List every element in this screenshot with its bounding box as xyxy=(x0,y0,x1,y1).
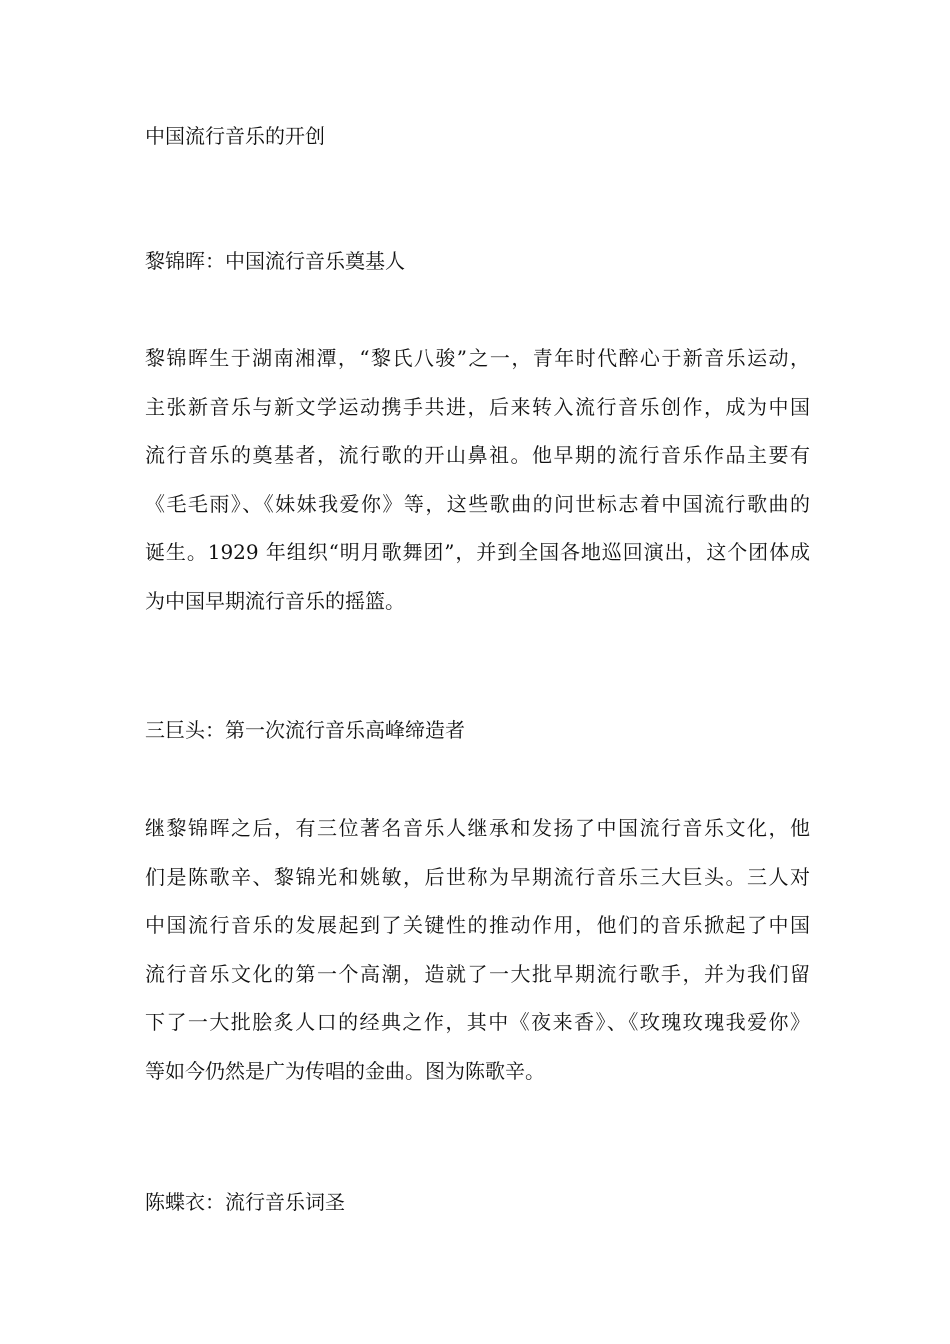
paragraph-line: 流行音乐文化的第一个高潮，造就了一大批早期流行歌手，并为我们留 xyxy=(145,961,810,986)
paragraph-line: 黎锦晖生于湖南湘潭，“黎氏八骏”之一，青年时代醉心于新音乐运动， xyxy=(145,346,810,370)
paragraph-line: 诞生。1929 年组织“明月歌舞团”，并到全国各地巡回演出，这个团体成 xyxy=(145,540,810,565)
section-heading-li-jinhui: 黎锦晖：中国流行音乐奠基人 xyxy=(145,249,405,273)
section-body-li-jinhui xyxy=(145,334,810,626)
paragraph-line: 《毛毛雨》、《妹妹我爱你》等，这些歌曲的问世标志着中国流行歌曲的 xyxy=(145,491,810,516)
document-title: 中国流行音乐的开创 xyxy=(145,124,325,148)
paragraph-line: 中国流行音乐的发展起到了关键性的推动作用，他们的音乐掀起了中国 xyxy=(145,913,810,938)
paragraph-line: 们是陈歌辛、黎锦光和姚敏，后世称为早期流行音乐三大巨头。三人对 xyxy=(145,864,810,889)
section-heading-chen-dieyi: 陈蝶衣：流行音乐词圣 xyxy=(145,1190,345,1214)
paragraph-line: 主张新音乐与新文学运动携手共进，后来转入流行音乐创作，成为中国 xyxy=(145,394,810,419)
paragraph-line: 为中国早期流行音乐的摇篮。 xyxy=(145,588,405,613)
paragraph-line: 等如今仍然是广为传唱的金曲。图为陈歌辛。 xyxy=(145,1058,545,1083)
paragraph-line: 继黎锦晖之后，有三位著名音乐人继承和发扬了中国流行音乐文化，他 xyxy=(145,816,810,840)
section-heading-big-three: 三巨头：第一次流行音乐高峰缔造者 xyxy=(145,718,465,742)
section-body-big-three xyxy=(145,804,810,1096)
paragraph-line: 下了一大批脍炙人口的经典之作，其中《夜来香》、《玫瑰玫瑰我爱你》 xyxy=(145,1010,810,1035)
paragraph-line: 流行音乐的奠基者，流行歌的开山鼻祖。他早期的流行音乐作品主要有 xyxy=(145,443,810,468)
